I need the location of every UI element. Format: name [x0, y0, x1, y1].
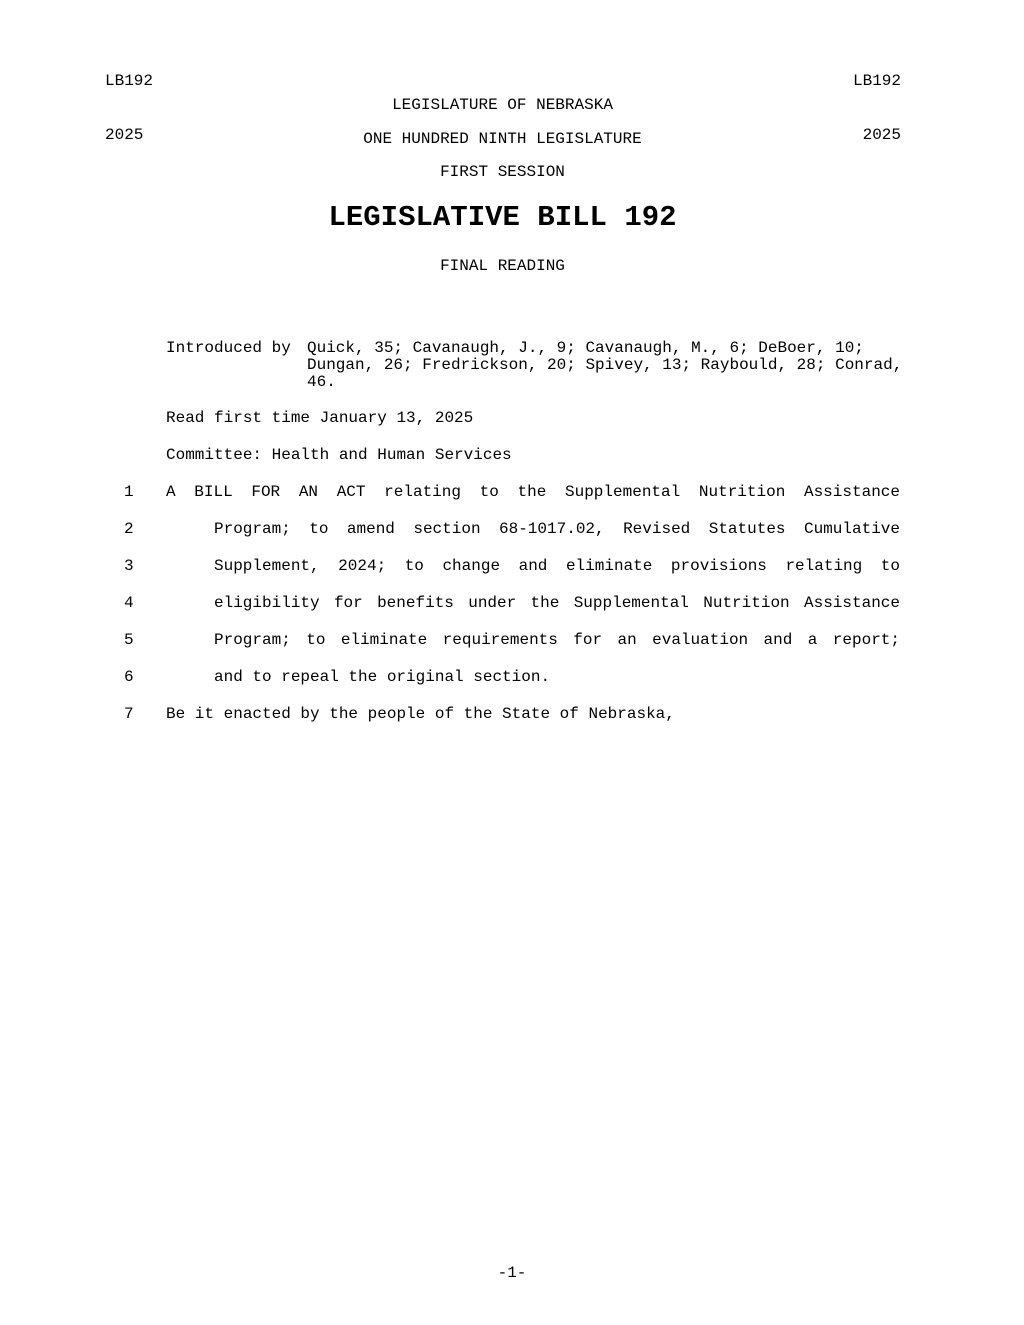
- read-first-time: Read first time January 13, 2025: [166, 409, 474, 427]
- bill-title: LEGISLATIVE BILL 192: [328, 201, 677, 234]
- bill-line: eligibility for benefits under the Supplemental Nutrition Assistance: [214, 594, 900, 612]
- bill-line: Program; to eliminate requirements for an evaluation and a report;: [214, 631, 900, 649]
- header-right-year: 2025: [862, 126, 901, 144]
- introduced-by-label: Introduced by: [166, 339, 291, 357]
- legislature-number: ONE HUNDRED NINTH LEGISLATURE: [363, 130, 642, 148]
- header-left-year: 2025: [105, 126, 144, 144]
- line-number: 4: [124, 594, 134, 612]
- sponsors-list: Quick, 35; Cavanaugh, J., 9; Cavanaugh, M., 6; DeBoer, 10; Dungan, 26; Fredrickson, 20; Spivey, 13; Raybould, 28; Conrad, 46.: [307, 339, 903, 391]
- line-number: 6: [124, 668, 134, 686]
- header-right-bill: LB192: [852, 72, 901, 90]
- bill-line: Program; to amend section 68-1017.02, Revised Statutes Cumulative: [214, 520, 900, 538]
- legislature-name: LEGISLATURE OF NEBRASKA: [392, 96, 613, 114]
- reading-stage: FINAL READING: [440, 257, 565, 275]
- line-number: 3: [124, 557, 134, 575]
- line-number: 5: [124, 631, 134, 649]
- bill-line: and to repeal the original section.: [214, 668, 551, 686]
- committee: Committee: Health and Human Services: [166, 446, 512, 464]
- bill-line: A BILL FOR AN ACT relating to the Supplemental Nutrition Assistance: [166, 483, 900, 501]
- page-number: -1-: [497, 1264, 527, 1282]
- bill-line: Supplement, 2024; to change and eliminate provisions relating to: [214, 557, 900, 575]
- enacting-clause: Be it enacted by the people of the State of Nebraska,: [166, 705, 675, 723]
- header-left-bill: LB192: [105, 72, 154, 90]
- line-number: 2: [124, 520, 134, 538]
- session: FIRST SESSION: [440, 163, 565, 181]
- line-number: 7: [124, 705, 134, 723]
- line-number: 1: [124, 483, 134, 501]
